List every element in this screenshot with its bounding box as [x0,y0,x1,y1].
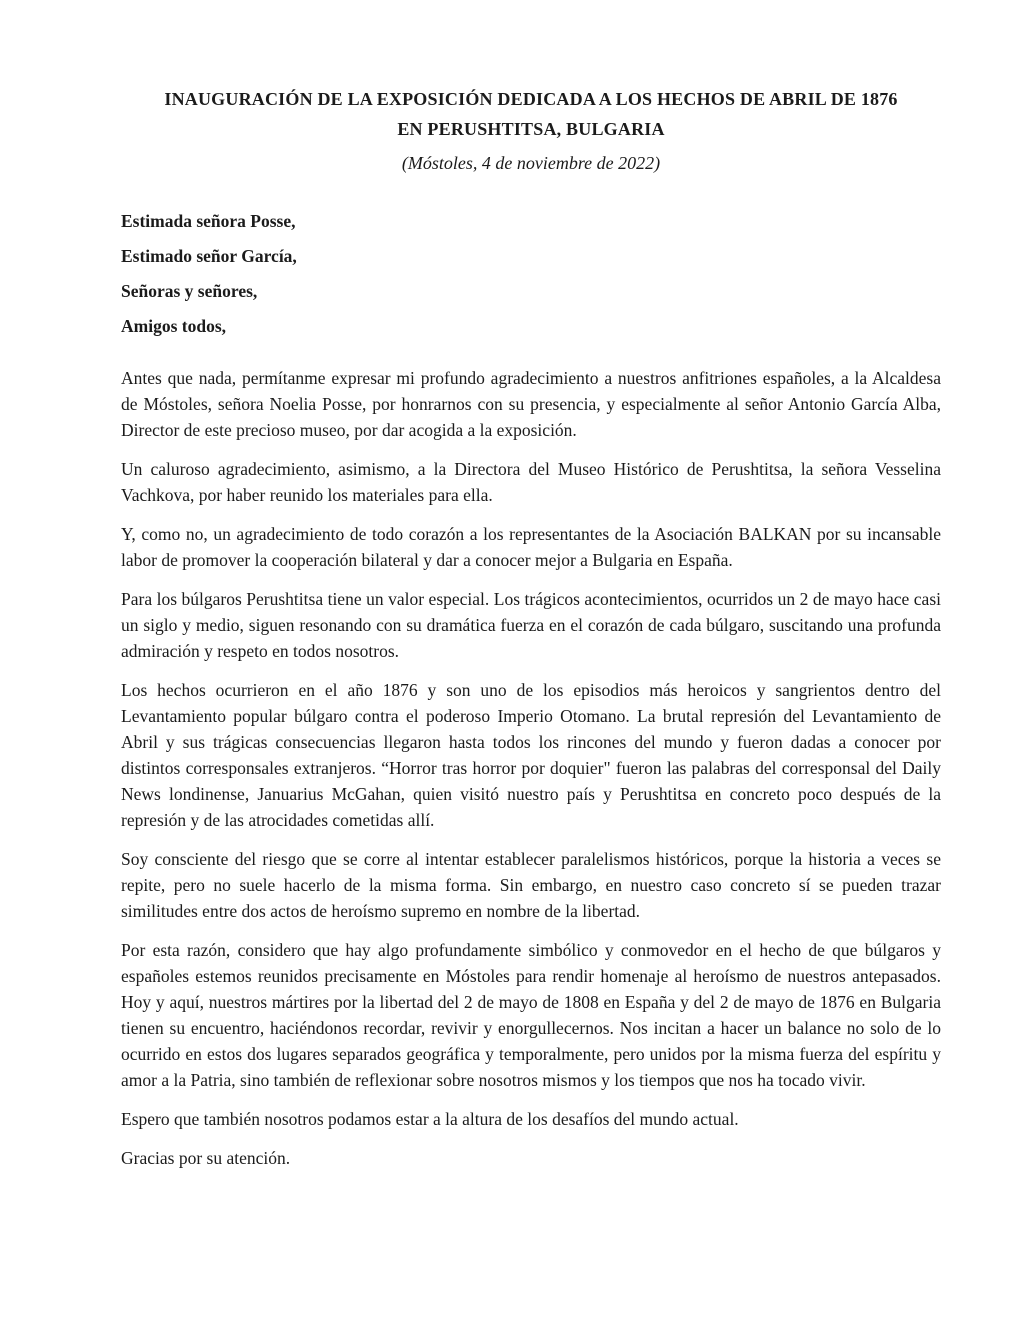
salutation-block [121,208,941,339]
salutation-line: Estimado señor García, [121,246,297,266]
date-line: (Móstoles, 4 de noviembre de 2022) [401,153,661,173]
document-body [121,365,941,1171]
document-title [121,84,941,144]
body-paragraph: Un caluroso agradecimiento, asimismo, a la Directora del Museo Histórico de Perushtitsa, la señora Vesselina Vachkova, por haber reunido los materiales para ella. [121,459,941,505]
closing-paragraph: Espero que también nosotros podamos estar a la altura de los desafíos del mundo actual. [121,1109,739,1129]
body-paragraph: Para los búlgaros Perushtitsa tiene un valor especial. Los trágicos acontecimientos, ocurridos un 2 de mayo hace casi un siglo y medio, siguen resonando con su dramática fuerza en el corazón de cada búlgaro, suscitando una profunda admiración y respeto en todos nosotros. [121,589,941,661]
body-paragraph: Por esta razón, considero que hay algo profundamente simbólico y conmovedor en el hecho de que búlgaros y españoles estemos reunidos precisamente en Móstoles para rendir homenaje al heroísmo de nuestros antepasados. Hoy y aquí, nuestros mártires por la libertad del 2 de mayo de 1808 en España y del 2 de mayo de 1876 en Bulgaria tienen su encuentro, haciéndonos recordar, revivir y enorgullecernos. Nos incitan a hacer un balance no solo de lo ocurrido en estos dos lugares separados geográfica y temporalmente, pero unidos por la misma fuerza del espíritu y amor a la Patria, sino también de reflexionar sobre nosotros mismos y los tiempos que nos ha tocado vivir. [121,940,941,1090]
document-title-line-2: EN PERUSHTITSA, BULGARIA [397,119,665,139]
salutation-line: Amigos todos, [121,316,227,336]
body-paragraph: Soy consciente del riesgo que se corre al intentar establecer paralelismos históricos, porque la historia a veces se repite, pero no suele hacerlo de la misma forma. Sin embargo, en nuestro caso concreto sí se pueden trazar similitudes entre dos actos de heroísmo supremo en nombre de la libertad. [121,849,941,921]
body-paragraph: Y, como no, un agradecimiento de todo corazón a los representantes de la Asociación BALKAN por su incansable labor de promover la cooperación bilateral y dar a conocer mejor a Bulgaria en España. [121,524,941,570]
salutation-line: Estimada señora Posse, [121,211,296,231]
document-title-line-1: INAUGURACIÓN DE LA EXPOSICIÓN DEDICADA A LOS HECHOS DE ABRIL DE 1876 [164,89,898,109]
body-paragraph: Antes que nada, permítanme expresar mi profundo agradecimiento a nuestros anfitriones españoles, a la Alcaldesa de Móstoles, señora Noelia Posse, por honrarnos con su presencia, y especialmente al señor Antonio García Alba, Director de este precioso museo, por dar acogida a la exposición. [121,368,941,440]
closing-paragraph: Gracias por su atención. [121,1148,291,1168]
salutation-line: Señoras y señores, [121,281,258,301]
body-paragraph: Los hechos ocurrieron en el año 1876 y son uno de los episodios más heroicos y sangrientos dentro del Levantamiento popular búlgaro contra el poderoso Imperio Otomano. La brutal represión del Levantamiento de Abril y sus trágicas consecuencias llegaron hasta todos los rincones del mundo y fueron dadas a conocer por distintos corresponsales extranjeros. “Horror tras horror por doquier" fueron las palabras del corresponsal del Daily News londinense, Januarius McGahan, quien visitó nuestro país y Perushtitsa en concreto poco después de la represión y de las atrocidades cometidas allí. [121,680,941,830]
